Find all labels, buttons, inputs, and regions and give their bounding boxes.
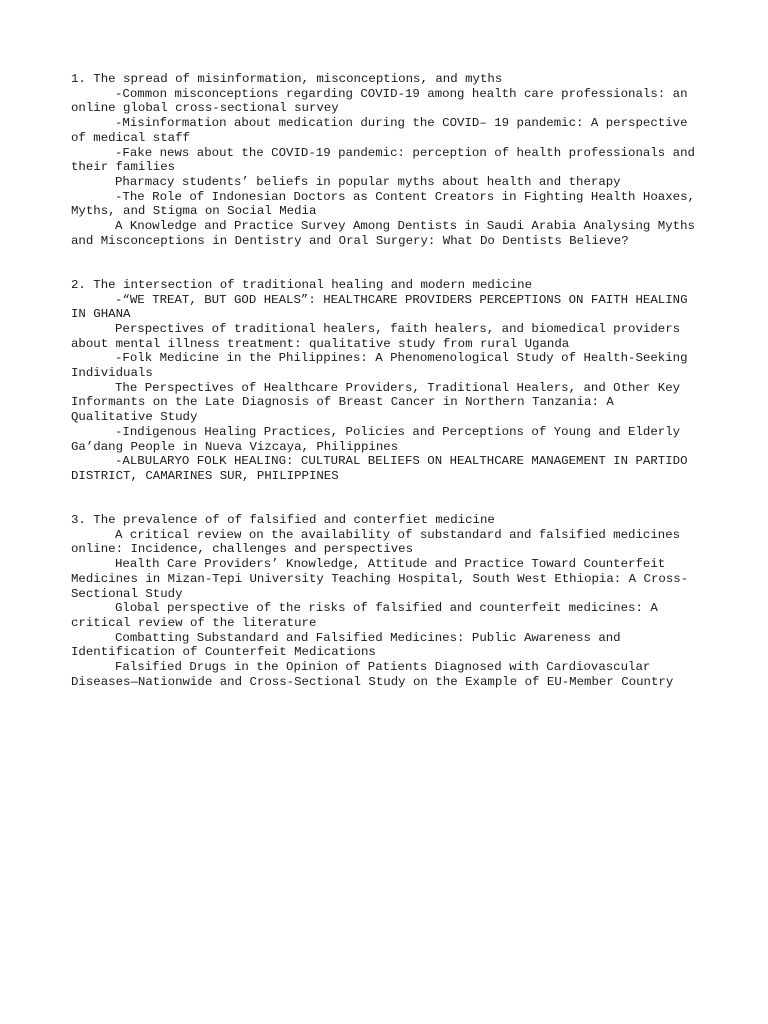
section-traditional-healing — [71, 278, 701, 484]
reference-item: -Common misconceptions regarding COVID-19 among health care professionals: an online global cross-sectional survey — [71, 86, 688, 116]
section-misinformation — [71, 72, 701, 248]
reference-list — [71, 528, 701, 690]
reference-item: A Knowledge and Practice Survey Among Dentists in Saudi Arabia Analysing Myths and Misconceptions in Dentistry and Oral Surgery: What Do Dentists Believe? — [71, 219, 695, 248]
reference-item: Combatting Substandard and Falsified Medicines: Public Awareness and Identification of Counterfeit Medications — [71, 630, 621, 660]
section-falsified-medicine — [71, 513, 701, 689]
reference-list — [71, 293, 701, 484]
section-heading: 1. The spread of misinformation, misconceptions, and myths — [71, 72, 503, 86]
reference-item: -Indigenous Healing Practices, Policies and Perceptions of Young and Elderly Ga’dang People in Nueva Vizcaya, Philippines — [71, 424, 681, 454]
section-heading: 3. The prevalence of of falsified and conterfiet medicine — [71, 513, 495, 528]
reference-item: A critical review on the availability of substandard and falsified medicines online: Incidence, challenges and perspectives — [71, 527, 681, 557]
reference-item: -Fake news about the COVID-19 pandemic: perception of health professionals and their families — [71, 145, 695, 175]
reference-item: -Folk Medicine in the Philippines: A Phenomenological Study of Health-Seeking Individuals — [71, 351, 688, 381]
reference-item: Pharmacy students’ beliefs in popular myths about health and therapy — [115, 174, 621, 189]
reference-item: The Perspectives of Healthcare Providers, Traditional Healers, and Other Key Informants on the Late Diagnosis of Breast Cancer in Northern Tanzania: A Qualitative Study — [71, 380, 681, 425]
reference-item: -The Role of Indonesian Doctors as Content Creators in Fighting Health Hoaxes, Myths, and Stigma on Social Media — [71, 189, 695, 219]
reference-item: Perspectives of traditional healers, faith healers, and biomedical providers about mental illness treatment: qualitative study from rural Uganda — [71, 321, 681, 351]
reference-item: -“WE TREAT, BUT GOD HEALS”: HEALTHCARE PROVIDERS PERCEPTIONS ON FAITH HEALING IN GHANA — [71, 292, 688, 322]
reference-item: -ALBULARYO FOLK HEALING: CULTURAL BELIEFS ON HEALTHCARE MANAGEMENT IN PARTIDO DISTRICT, CAMARINES SUR, PHILIPPINES — [71, 454, 688, 483]
section-heading: 2. The intersection of traditional healing and modern medicine — [71, 277, 533, 292]
reference-item: Falsified Drugs in the Opinion of Patients Diagnosed with Cardiovascular Diseases—Nationwide and Cross-Sectional Study on the Example of EU-Member Country — [71, 660, 674, 689]
reference-item: Health Care Providers’ Knowledge, Attitude and Practice Toward Counterfeit Medicines in Mizan-Tepi University Teaching Hospital, South West Ethiopia: A Cross-Sectional Study — [71, 557, 689, 601]
document-page — [71, 72, 701, 690]
reference-list — [71, 87, 701, 249]
reference-item: Global perspective of the risks of falsified and counterfeit medicines: A critical review of the literature — [71, 601, 658, 630]
reference-item: -Misinformation about medication during the COVID– 19 pandemic: A perspective of medical staff — [71, 116, 688, 145]
